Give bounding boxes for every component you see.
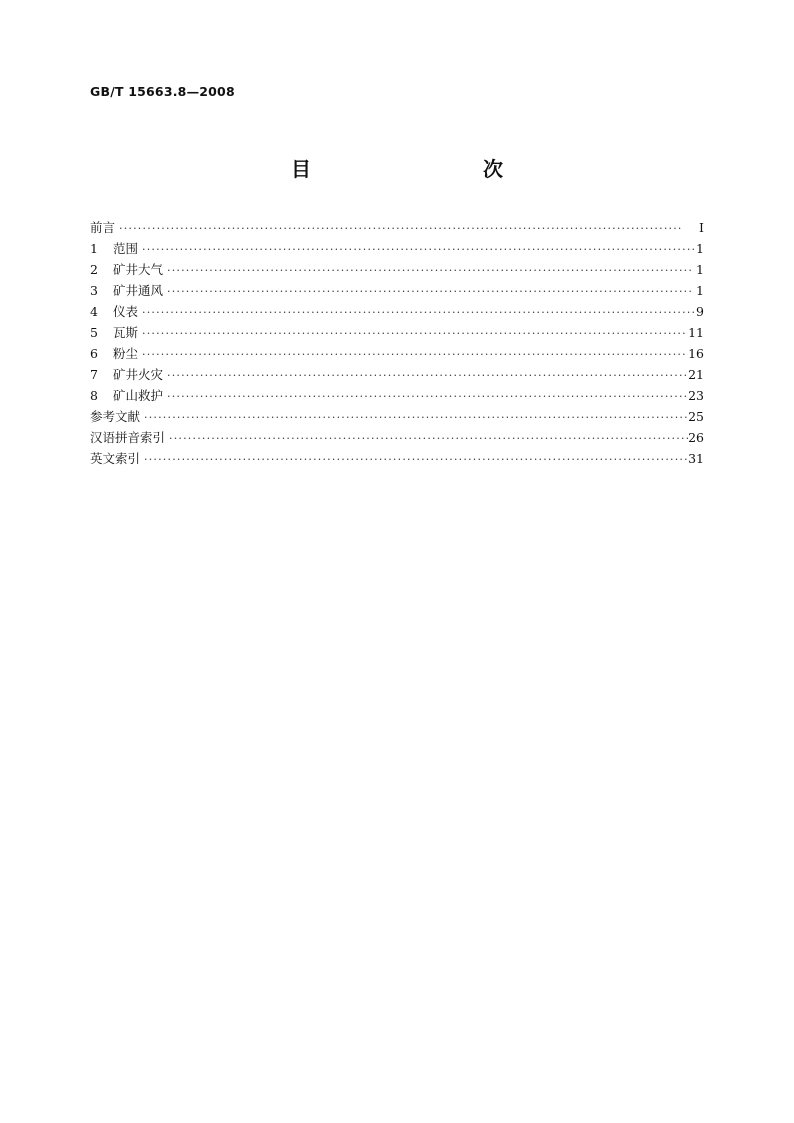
toc-entry-number: 6 (90, 346, 98, 361)
toc-entry-english-index[interactable] (90, 448, 704, 469)
toc-dot-leader (140, 450, 688, 469)
toc-entry-mine-ventilation[interactable] (90, 280, 704, 301)
toc-dot-leader (165, 429, 688, 448)
toc-entry-mine-atmosphere[interactable] (90, 259, 704, 280)
toc-entry-number: 8 (90, 388, 98, 403)
toc-entry-number: 2 (90, 262, 98, 277)
toc-entry-page: 1 (696, 283, 704, 298)
toc-entry-pinyin-index[interactable] (90, 427, 704, 448)
toc-entry-label: 范围 (113, 241, 139, 256)
toc-dot-leader (140, 408, 688, 427)
toc-entry-page: 9 (696, 304, 704, 319)
table-of-contents (90, 217, 704, 469)
standard-code: GB/T 15663.8—2008 (90, 84, 235, 99)
toc-entry-label: 前言 (90, 220, 116, 235)
toc-entry-page: 11 (688, 325, 704, 340)
toc-entry-page: 1 (696, 262, 704, 277)
toc-entry-label: 粉尘 (113, 346, 139, 361)
toc-dot-leader (138, 240, 694, 259)
toc-dot-leader (115, 219, 694, 238)
toc-entry-label: 瓦斯 (113, 325, 139, 340)
toc-entry-label: 参考文献 (90, 409, 141, 424)
toc-entry-mine-rescue[interactable] (90, 385, 704, 406)
toc-entry-gas[interactable] (90, 322, 704, 343)
toc-entry-number: 4 (90, 304, 98, 319)
toc-entry-number: 1 (90, 241, 98, 256)
toc-entry-page: 31 (688, 451, 704, 466)
toc-dot-leader (163, 366, 688, 385)
toc-entry-label: 矿井通风 (113, 283, 164, 298)
page-title: 目 次 (291, 157, 547, 181)
toc-entry-dust[interactable] (90, 343, 704, 364)
toc-entry-page: 25 (688, 409, 704, 424)
toc-dot-leader (163, 282, 694, 301)
toc-entry-page: 26 (688, 430, 704, 445)
toc-entry-page: 21 (688, 367, 704, 382)
toc-entry-mine-fire[interactable] (90, 364, 704, 385)
toc-entry-label: 矿井大气 (113, 262, 164, 277)
toc-entry-label: 仪表 (113, 304, 139, 319)
toc-entry-page: Ⅰ (699, 220, 704, 235)
toc-entry-scope[interactable] (90, 238, 704, 259)
toc-entry-references[interactable] (90, 406, 704, 427)
toc-entry-label: 汉语拼音索引 (90, 430, 166, 445)
toc-entry-page: 1 (696, 241, 704, 256)
toc-dot-leader (138, 324, 688, 343)
toc-entry-number: 5 (90, 325, 98, 340)
toc-entry-instruments[interactable] (90, 301, 704, 322)
toc-dot-leader (138, 345, 688, 364)
toc-entry-page: 23 (688, 388, 704, 403)
toc-dot-leader (163, 387, 688, 406)
toc-entry-label: 英文索引 (90, 451, 141, 466)
toc-entry-label: 矿山救护 (113, 388, 164, 403)
toc-entry-label: 矿井火灾 (113, 367, 164, 382)
toc-dot-leader (163, 261, 694, 280)
toc-entry-number: 7 (90, 367, 98, 382)
toc-dot-leader (138, 303, 694, 322)
toc-entry-foreword[interactable] (90, 217, 704, 238)
toc-entry-page: 16 (688, 346, 704, 361)
toc-entry-number: 3 (90, 283, 98, 298)
